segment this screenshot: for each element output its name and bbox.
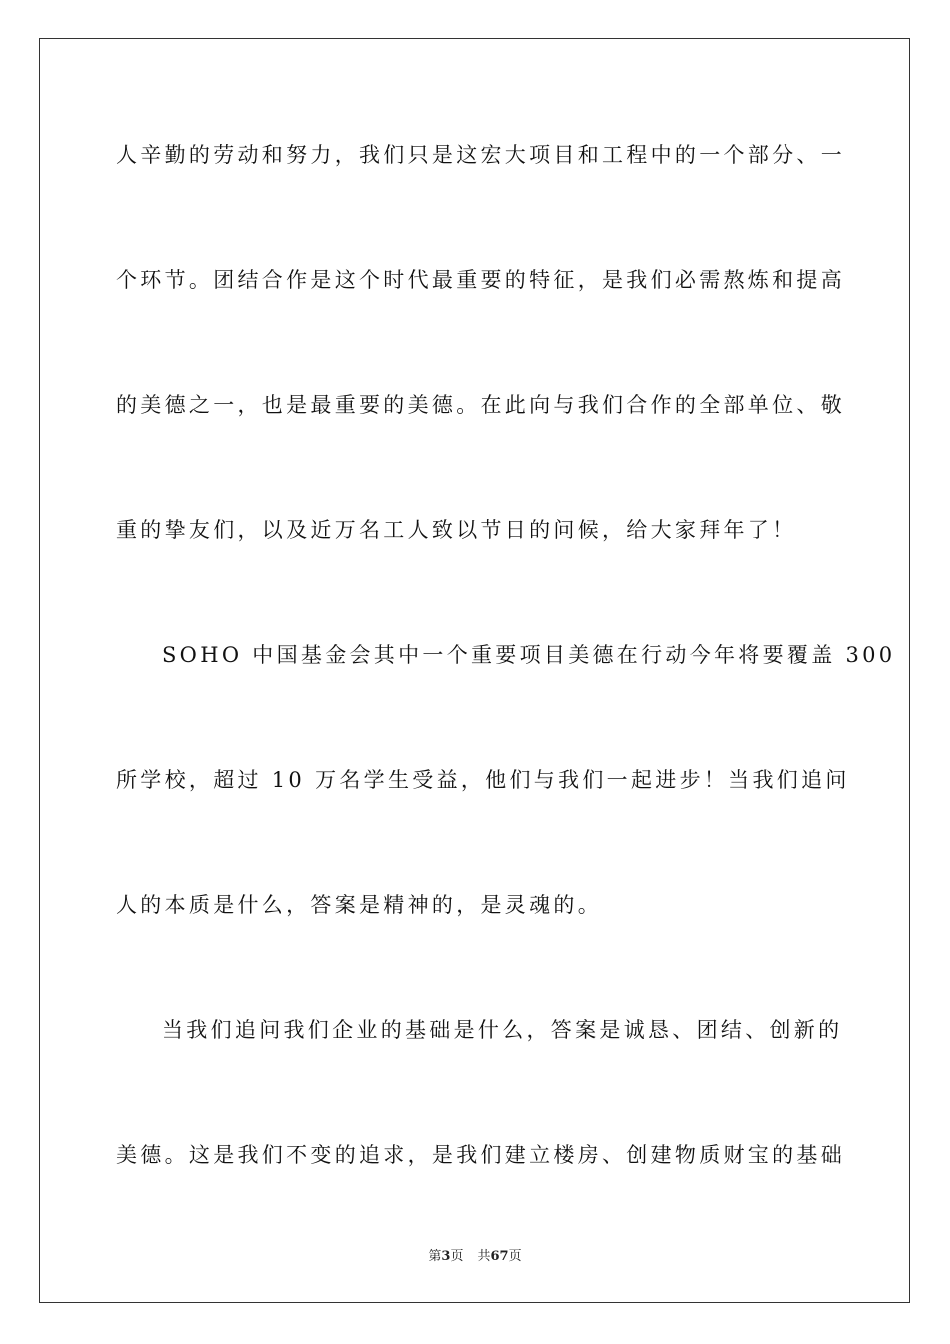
document-body [116,124,896,1186]
text-line: 所学校，超过 10 万名学生受益，他们与我们一起进步！当我们追问 [116,768,850,792]
page-footer [0,1245,950,1264]
text-line: SOHO 中国基金会其中一个重要项目美德在行动今年将要覆盖 300 [162,643,896,667]
text-line: 的美德之一，也是最重要的美德。在此向与我们合作的全部单位、敬 [116,393,845,417]
page-suffix: 页 [450,1249,464,1264]
total-pages: 67 [490,1249,509,1264]
text-line: 当我们追问我们企业的基础是什么，答案是诚恳、团结、创新的 [162,1018,843,1042]
total-suffix: 页 [508,1249,522,1264]
text-line: 美德。这是我们不变的追求，是我们建立楼房、创建物质财宝的基础 [116,1143,845,1167]
text-line: 个环节。团结合作是这个时代最重要的特征，是我们必需熬炼和提高 [116,268,845,292]
text-line: 人辛勤的劳动和努力，我们只是这宏大项目和工程中的一个部分、一 [116,143,845,167]
text-line: 重的挚友们，以及近万名工人致以节日的问候，给大家拜年了！ [116,518,797,542]
page-prefix: 第 [428,1249,442,1264]
text-line: 人的本质是什么，答案是精神的，是灵魂的。 [116,893,602,917]
page-number: 3 [441,1249,451,1264]
total-prefix: 共 [477,1249,491,1264]
